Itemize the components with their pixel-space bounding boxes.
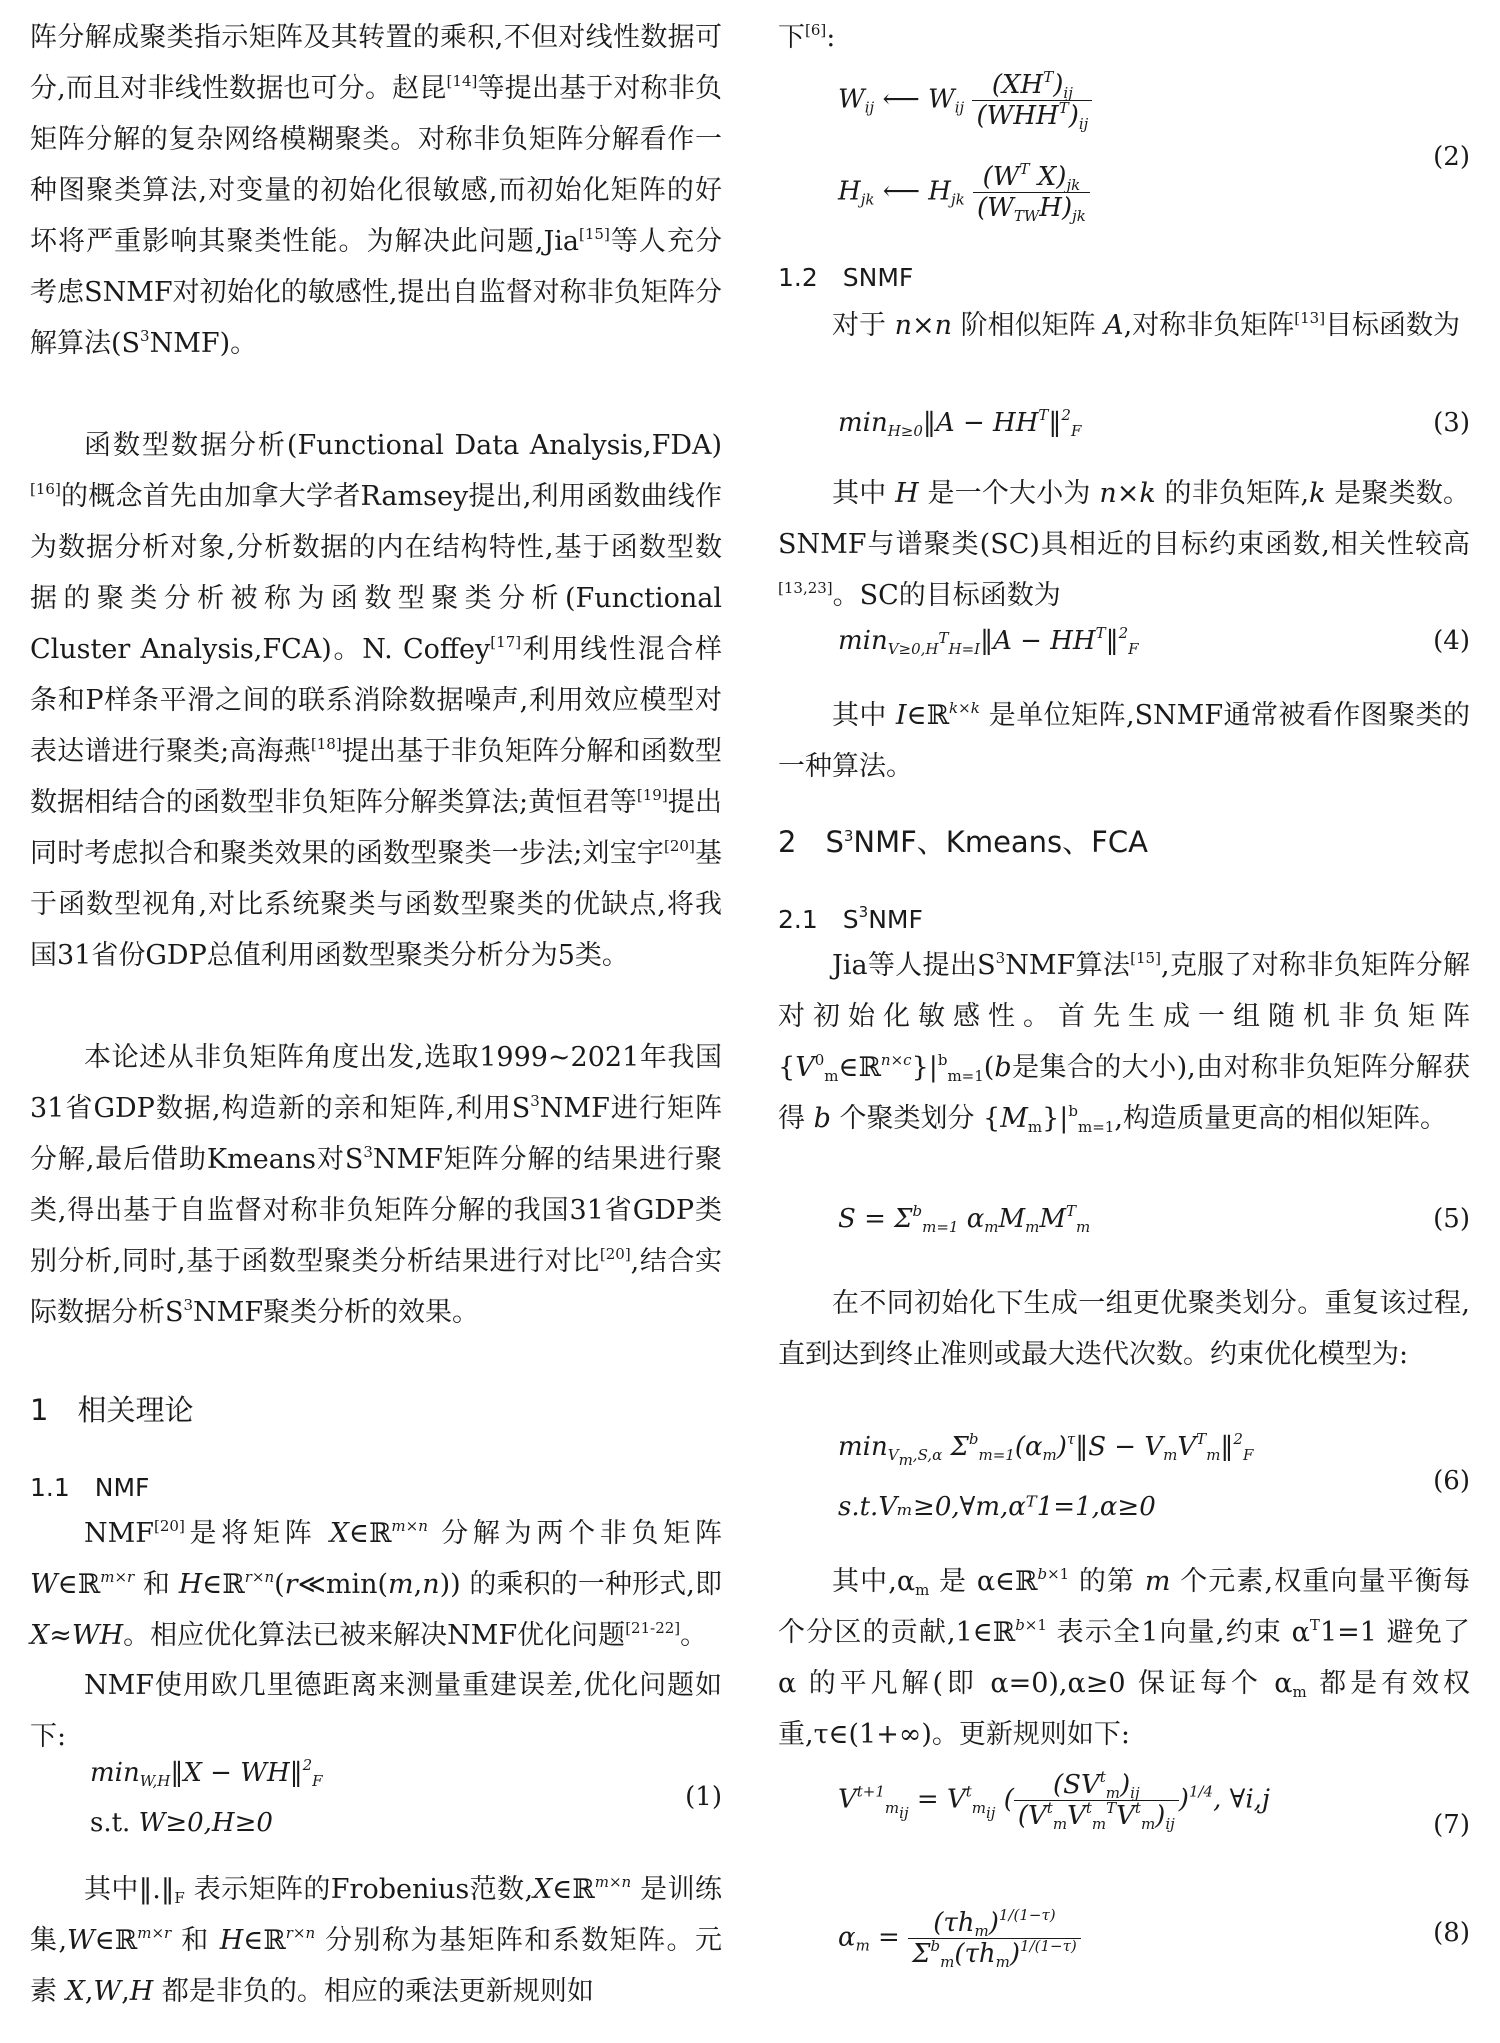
equation-number-8: (8) — [1433, 1918, 1470, 1948]
equation-8: $\alpha_m$ = $\frac{(\tau h_m)^{1/(1-\tau)}}{\Sigma^b_m(\tau h_m)^{1/(1-\tau)}}$ (8) — [838, 1906, 1470, 1971]
paragraph-7: 对于 n×n 阶相似矩阵 A,对称非负矩阵[13]目标函数为 — [832, 309, 1461, 341]
paragraph-12: 其中$,\alpha_m$ 是 α∈ℝ$^{b\times 1}$ 的第 m 个元素,权重向量平衡每个分区的贡献,1∈ℝ$^{b\times 1}$ 表示全1向量,约束 $\alpha^T1=1$ 避免了 α 的平凡解(即 α=0),α≥0 保证每个 $\alpha_m$ 都是有效权重,τ∈(1+∞)。更新规则如下: — [778, 1565, 1470, 1750]
paragraph-6: 其中$‖.‖_F$ 表示矩阵的Frobenius范数,X∈ℝ$^{m\times n}$ 是训练集,W∈ℝ$^{m\times r}$ 和 H∈ℝ$^{r\times n}$ 分别称为基矩阵和系数矩阵。元素 X,W,H 都是非负的。相应的乘法更新规则如 — [30, 1873, 722, 2007]
equation-4: $\min_{V\ge 0,H^TH=I}‖A$ − $HH^T‖^2_F$ (4) — [838, 624, 1470, 658]
paragraph-8: 其中 H 是一个大小为 n×k 的非负矩阵,k 是聚类数。SNMF与谱聚类(SC)具相近的目标约束函数,相关性较高[13,23]。SC的目标函数为 — [778, 478, 1470, 611]
paragraph-3: 本论述从非负矩阵角度出发,选取1999~2021年我国31省GDP数据,构造新的亲和矩阵,利用$S^3NMF$进行矩阵分解,最后借助Kmeans对$S^3NMF$矩阵分解的结果进行聚类,得出基于自监督对称非负矩阵分解的我国31省GDP类别分析,同时,基于函数型聚类分析结果进行对比[20],结合实际数据分析$S^3NMF$聚类分析的效果。 — [30, 1042, 722, 1328]
paragraph-10: Jia等人提出$S^3NMF$算法[15],克服了对称非负矩阵分解对初始化敏感性。首先生成一组随机非负矩阵$\{V^0_m\in ℝ^{n\times c}\}|^b_{m=1}(b$是集合的大小),由对称非负矩阵分解获得 b 个聚类划分 $\{M_m\}|^b_{m=1}$,构造质量更高的相似矩阵。 — [778, 949, 1470, 1136]
equation-5: $S = \Sigma^b_{m=1}$ $\alpha_mM_mM^T_m$ (5) — [838, 1202, 1470, 1236]
equation-number-7: (7) — [1433, 1810, 1470, 1840]
section-heading-1: 1 相关理论 — [30, 1393, 194, 1427]
right-column — [778, 0, 1470, 2043]
left-column — [30, 0, 722, 2043]
paragraph-4: NMF[20]是将矩阵 X∈ℝ$^{m\times n}$ 分解为两个非负矩阵 W∈ℝ$^{m\times r}$ 和 H∈ℝ$^{r\times n}$(r≪min(m,n)) 的乘积的一种形式,即 X≈WH。相应优化算法已被来解决NMF优化问题[21-22]。 — [30, 1517, 722, 1651]
paragraph-11: 在不同初始化下生成一组更优聚类划分。重复该过程,直到达到终止准则或最大迭代次数。约束优化模型为: — [778, 1288, 1470, 1370]
equation-7: $V^{t+1}_{m_{ij}} = V^t_{m_{ij}}$ ( $\frac{(SV^t_m)_{ij}}{(V^t_mV^t_m^TV^t_m)_{ij}}$ )$^{1/4}$, ∀i,j (7) — [838, 1768, 1470, 1840]
equation-3: $\min_{H\ge 0}‖A$ − $HH^T‖^2_F$ (3) — [838, 406, 1470, 440]
equation-number-4: (4) — [1433, 626, 1470, 656]
equation-number-5: (5) — [1433, 1204, 1470, 1234]
paragraph-5: NMF使用欧几里德距离来测量重建误差,优化问题如下: — [30, 1670, 722, 1752]
equation-2: $W_{ij}$ ⟵ $W_{ij}$ $\frac{(XH^T)_{ij}}{(WHH^T)_{ij}}$ $H_{jk}$ ⟵ $H_{jk}$ $\frac{(W^T X)_{jk}}{(W_{TW}H)_{jk}}$ (2) — [838, 68, 1470, 225]
paragraph-1: 阵分解成聚类指示矩阵及其转置的乘积,不但对线性数据可分,而且对非线性数据也可分。赵昆[14]等提出基于对称非负矩阵分解的复杂网络模糊聚类。对称非负矩阵分解看作一种图聚类算法,对变量的初始化很敏感,而初始化矩阵的好坏将严重影响其聚类性能。为解决此问题,Jia[15]等人充分考虑SNMF对初始化的敏感性,提出自监督对称非负矩阵分解算法$(S^3NMF)$。 — [30, 22, 723, 359]
equation-number-1: (1) — [685, 1782, 722, 1812]
subsection-heading-1-1: 1.1 NMF — [30, 1473, 150, 1502]
equation-number-2: (2) — [1433, 142, 1470, 172]
paragraph-2: 函数型数据分析(Functional Data Analysis,FDA)[16]的概念首先由加拿大学者Ramsey提出,利用函数曲线作为数据分析对象,分析数据的内在结构特性,基于函数型数据的聚类分析被称为函数型聚类分析(Functional Cluster Analysis,FCA)。N. Coffey[17]利用线性混合样条和P样条平滑之间的联系消除数据噪声,利用效应模型对表达谱进行聚类;高海燕[18]提出基于非负矩阵分解和函数型数据相结合的函数型非负矩阵分解类算法;黄恒君等[19]提出同时考虑拟合和聚类效果的函数型聚类一步法;刘宝宇[20]基于函数型视角,对比系统聚类与函数型聚类的优缺点,将我国31省份GDP总值利用函数型聚类分析分为5类。 — [30, 430, 723, 971]
equation-1: $\min_{W,H}‖X$ − WH‖$^2_F$ s.t. W≥0,H≥0 (1) — [90, 1756, 722, 1838]
paragraph-9: 其中 I∈ℝ$^{k\times k}$ 是单位矩阵,SNMF通常被看作图聚类的一种算法。 — [778, 699, 1470, 782]
paragraph-0: 下[6]: — [778, 21, 836, 53]
equation-6: $\min_{V_m,S,\alpha}$ $\Sigma^b_{m=1}(\alpha_m)^\tau‖S$ − $V_mV^T_m‖^2_F$ s.t.Vₘ≥0,∀m,αᵀ1=1,α≥0 (6) — [838, 1430, 1470, 1522]
subsection-heading-2-1: 2.1 $S^3NMF$ — [778, 903, 923, 934]
subsection-heading-1-2: 1.2 SNMF — [778, 263, 914, 292]
equation-number-3: (3) — [1433, 408, 1470, 438]
section-heading-2: 2 $S^3NMF$、Kmeans、FCA — [778, 825, 1148, 859]
equation-number-6: (6) — [1433, 1466, 1470, 1496]
